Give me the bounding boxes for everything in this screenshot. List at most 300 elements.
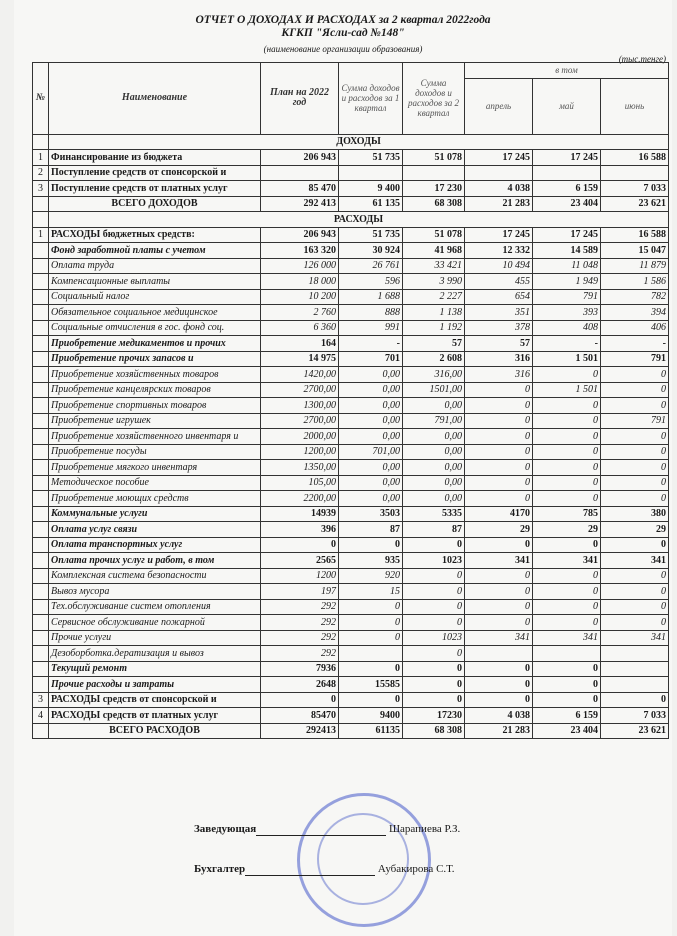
expense-row (33, 537, 669, 553)
cell-m1: 316 (465, 367, 533, 383)
row-num (33, 351, 49, 367)
cell-q1 (339, 165, 403, 181)
row-num (33, 568, 49, 584)
row-num (33, 599, 49, 615)
row-num (33, 429, 49, 445)
cell-m3: 15 047 (601, 243, 669, 259)
cell-plan: 1300,00 (261, 398, 339, 414)
cell-m2: - (533, 336, 601, 352)
cell-plan: 10 200 (261, 289, 339, 305)
cell-plan: 85 470 (261, 181, 339, 197)
row-name: Фонд заработной платы с учетом (49, 243, 261, 259)
cell-plan: 2648 (261, 677, 339, 693)
expense-row (33, 429, 669, 445)
org-caption: (наименование организации образования) (263, 44, 423, 54)
row-name: Поступление средств от спонсорской и (49, 165, 261, 181)
cell-m2: 0 (533, 599, 601, 615)
section-title: ДОХОДЫ (49, 134, 669, 150)
cell-q1: 0,00 (339, 460, 403, 476)
row-name: Тех.обслуживание систем отопления (49, 599, 261, 615)
row-num: 4 (33, 708, 49, 724)
cell-q1: 3503 (339, 506, 403, 522)
cell-m3: 16 588 (601, 227, 669, 243)
cell-q1: 0,00 (339, 475, 403, 491)
cell-m1: 0 (465, 475, 533, 491)
cell-q2: 33 421 (403, 258, 465, 274)
row-num (33, 289, 49, 305)
total-plan: 292 413 (261, 196, 339, 212)
total-label: ВСЕГО РАСХОДОВ (49, 723, 261, 739)
expense-row (33, 568, 669, 584)
cell-m3: 29 (601, 522, 669, 538)
cell-m3: 0 (601, 537, 669, 553)
row-name: Оплата труда (49, 258, 261, 274)
expense-row (33, 382, 669, 398)
cell-m2: 0 (533, 661, 601, 677)
cell-m3: 406 (601, 320, 669, 336)
cell-q2: 0 (403, 646, 465, 662)
cell-m1: 0 (465, 413, 533, 429)
income-row (33, 181, 669, 197)
row-name: РАСХОДЫ средств от спонсорской и (49, 692, 261, 708)
cell-plan: 292 (261, 646, 339, 662)
cell-m2: 341 (533, 553, 601, 569)
row-name: Методическое пособие (49, 475, 261, 491)
report-body (33, 134, 669, 739)
accountant-sign-blank (245, 863, 375, 876)
row-num (33, 615, 49, 631)
cell-plan: 164 (261, 336, 339, 352)
cell-m3: 0 (601, 568, 669, 584)
cell-m3: 0 (601, 584, 669, 600)
expense-row (33, 630, 669, 646)
col-num: № (33, 63, 49, 135)
expense-row (33, 491, 669, 507)
head-sign-blank (256, 823, 386, 836)
row-num: 1 (33, 150, 49, 166)
row-name: Социальные отчисления в гос. фонд соц. (49, 320, 261, 336)
cell-q1: 9400 (339, 708, 403, 724)
cell-m2: 0 (533, 460, 601, 476)
cell-q2: 87 (403, 522, 465, 538)
expense-row (33, 351, 669, 367)
cell-m3 (601, 165, 669, 181)
cell-m2: 6 159 (533, 181, 601, 197)
cell-m1: 29 (465, 522, 533, 538)
cell-m2 (533, 165, 601, 181)
cell-m2: 0 (533, 692, 601, 708)
cell-m1: 0 (465, 444, 533, 460)
cell-m2: 785 (533, 506, 601, 522)
cell-q1: 51 735 (339, 150, 403, 166)
cell-m1: 0 (465, 568, 533, 584)
cell-m1: 10 494 (465, 258, 533, 274)
income-section-header (33, 134, 669, 150)
cell-plan: 163 320 (261, 243, 339, 259)
cell-q2: 2 227 (403, 289, 465, 305)
org-name: КГКП "Ясли-сад №148" (281, 27, 405, 39)
row-name: РАСХОДЫ бюджетных средств: (49, 227, 261, 243)
expense-row (33, 522, 669, 538)
cell-m3 (601, 677, 669, 693)
cell-plan: 206 943 (261, 227, 339, 243)
cell-q2: 0,00 (403, 460, 465, 476)
row-name: Оплата услуг связи (49, 522, 261, 538)
expense-row (33, 289, 669, 305)
row-num (33, 460, 49, 476)
expense-row (33, 274, 669, 290)
cell-q2: 0 (403, 677, 465, 693)
cell-q2: 3 990 (403, 274, 465, 290)
row-num (33, 537, 49, 553)
cell-m3: 394 (601, 305, 669, 321)
cell-plan: 1350,00 (261, 460, 339, 476)
cell-q1 (339, 646, 403, 662)
cell-m1: 341 (465, 630, 533, 646)
row-num (33, 413, 49, 429)
cell-q1: 920 (339, 568, 403, 584)
cell-m3: 791 (601, 351, 669, 367)
cell-q2: 0 (403, 568, 465, 584)
total-q1: 61135 (339, 723, 403, 739)
cell-m2: 393 (533, 305, 601, 321)
cell-plan: 197 (261, 584, 339, 600)
cell-q1: 701 (339, 351, 403, 367)
row-num (33, 305, 49, 321)
cell-q2: 2 608 (403, 351, 465, 367)
cell-m3: 0 (601, 615, 669, 631)
cell-q2: 51 078 (403, 227, 465, 243)
expense-row (33, 444, 669, 460)
section-title: РАСХОДЫ (49, 212, 669, 228)
cell-m3: 0 (601, 475, 669, 491)
cell-plan: 85470 (261, 708, 339, 724)
expense-row (33, 646, 669, 662)
row-name: Приобретение хозяйственных товаров (49, 367, 261, 383)
cell-q1: 0 (339, 537, 403, 553)
cell-m3: 0 (601, 460, 669, 476)
cell-m3: 0 (601, 444, 669, 460)
row-name: Коммунальные услуги (49, 506, 261, 522)
row-num (33, 661, 49, 677)
expense-row (33, 367, 669, 383)
cell-m1: 0 (465, 429, 533, 445)
cell-m2: 0 (533, 537, 601, 553)
cell-plan: 2700,00 (261, 382, 339, 398)
cell-q1: 888 (339, 305, 403, 321)
cell-plan: 6 360 (261, 320, 339, 336)
cell-q1: 1 688 (339, 289, 403, 305)
expense-row (33, 258, 669, 274)
expense-row (33, 398, 669, 414)
section-spacer (33, 212, 49, 228)
cell-m3: 16 588 (601, 150, 669, 166)
section-spacer (33, 134, 49, 150)
row-num: 1 (33, 227, 49, 243)
row-num (33, 491, 49, 507)
cell-m1: 17 245 (465, 150, 533, 166)
cell-m1: 316 (465, 351, 533, 367)
cell-m3: - (601, 336, 669, 352)
cell-m3: 0 (601, 599, 669, 615)
row-num (33, 522, 49, 538)
row-name: Оплата транспортных услуг (49, 537, 261, 553)
cell-plan: 126 000 (261, 258, 339, 274)
cell-m1: 0 (465, 537, 533, 553)
cell-m3: 341 (601, 553, 669, 569)
total-spacer (33, 196, 49, 212)
expense-row (33, 305, 669, 321)
cell-q1: 596 (339, 274, 403, 290)
cell-m3: 0 (601, 398, 669, 414)
cell-m2: 6 159 (533, 708, 601, 724)
cell-q2: 5335 (403, 506, 465, 522)
cell-q2: 0,00 (403, 491, 465, 507)
report-table (32, 62, 669, 739)
cell-q1: 701,00 (339, 444, 403, 460)
total-m1: 21 283 (465, 723, 533, 739)
row-num (33, 444, 49, 460)
cell-m3 (601, 646, 669, 662)
cell-m2: 11 048 (533, 258, 601, 274)
cell-plan: 206 943 (261, 150, 339, 166)
cell-m2: 0 (533, 584, 601, 600)
total-m2: 23 404 (533, 723, 601, 739)
cell-m3: 0 (601, 382, 669, 398)
col-june: июнь (601, 78, 669, 134)
cell-plan: 1420,00 (261, 367, 339, 383)
cell-q2: 0 (403, 537, 465, 553)
expense-row (33, 243, 669, 259)
row-name: Текущий ремонт (49, 661, 261, 677)
cell-m2: 0 (533, 568, 601, 584)
cell-q2 (403, 165, 465, 181)
row-num (33, 243, 49, 259)
cell-plan: 0 (261, 692, 339, 708)
income-row (33, 165, 669, 181)
row-name: Финансирование из бюджета (49, 150, 261, 166)
row-name: Компенсационные выплаты (49, 274, 261, 290)
row-name: Поступление средств от платных услуг (49, 181, 261, 197)
row-name: Приобретение хозяйственного инвентаря и (49, 429, 261, 445)
cell-m1: 0 (465, 599, 533, 615)
report-header (14, 14, 672, 40)
cell-m2: 14 589 (533, 243, 601, 259)
cell-m2: 341 (533, 630, 601, 646)
cell-m1: 4 038 (465, 708, 533, 724)
cell-m1: 4170 (465, 506, 533, 522)
expense-row (33, 460, 669, 476)
cell-plan: 2200,00 (261, 491, 339, 507)
cell-m1: 341 (465, 553, 533, 569)
report-sheet (14, 0, 672, 936)
cell-m1: 654 (465, 289, 533, 305)
col-may: май (533, 78, 601, 134)
cell-m3: 791 (601, 413, 669, 429)
cell-q2: 791,00 (403, 413, 465, 429)
cell-q1: 0 (339, 661, 403, 677)
expense-row (33, 692, 669, 708)
row-name: Приобретение спортивных товаров (49, 398, 261, 414)
row-num (33, 584, 49, 600)
cell-m1 (465, 165, 533, 181)
total-m3: 23 621 (601, 196, 669, 212)
total-q2: 68 308 (403, 196, 465, 212)
cell-m1 (465, 646, 533, 662)
row-num (33, 506, 49, 522)
cell-plan: 18 000 (261, 274, 339, 290)
col-q2: Сумма доходов и расходов за 2 квартал (403, 63, 465, 135)
row-name: Приобретение медикаментов и прочих (49, 336, 261, 352)
cell-q2: 1 138 (403, 305, 465, 321)
cell-plan: 14939 (261, 506, 339, 522)
total-m1: 21 283 (465, 196, 533, 212)
cell-m2: 29 (533, 522, 601, 538)
row-name: Вывоз мусора (49, 584, 261, 600)
cell-m3: 380 (601, 506, 669, 522)
col-plan: План на 2022 год (261, 63, 339, 135)
col-q1: Сумма доходов и расходов за 1 квартал (339, 63, 403, 135)
total-m2: 23 404 (533, 196, 601, 212)
cell-q2: 0,00 (403, 444, 465, 460)
row-num (33, 258, 49, 274)
row-num (33, 320, 49, 336)
cell-q1: 0,00 (339, 367, 403, 383)
cell-q1: - (339, 336, 403, 352)
cell-m2: 0 (533, 367, 601, 383)
total-q1: 61 135 (339, 196, 403, 212)
cell-m3: 11 879 (601, 258, 669, 274)
cell-m2: 17 245 (533, 227, 601, 243)
cell-q2: 1023 (403, 630, 465, 646)
cell-q1: 9 400 (339, 181, 403, 197)
row-name: Дезоборботка.дератизация и вывоз (49, 646, 261, 662)
cell-m1: 57 (465, 336, 533, 352)
row-name: Приобретение прочих запасов и (49, 351, 261, 367)
cell-m3 (601, 661, 669, 677)
row-name: РАСХОДЫ средств от платных услуг (49, 708, 261, 724)
cell-plan: 1200 (261, 568, 339, 584)
cell-m2: 0 (533, 475, 601, 491)
cell-m2: 1 501 (533, 382, 601, 398)
expense-section-header (33, 212, 669, 228)
cell-q1: 51 735 (339, 227, 403, 243)
cell-q1: 935 (339, 553, 403, 569)
expense-row (33, 336, 669, 352)
cell-m1: 0 (465, 661, 533, 677)
cell-m2: 0 (533, 491, 601, 507)
total-q2: 68 308 (403, 723, 465, 739)
cell-m2: 1 949 (533, 274, 601, 290)
cell-m1: 0 (465, 460, 533, 476)
cell-q2: 1501,00 (403, 382, 465, 398)
expense-row (33, 553, 669, 569)
row-num (33, 646, 49, 662)
report-title: ОТЧЕТ О ДОХОДАХ И РАСХОДАХ за 2 квартал 2022года (195, 14, 491, 26)
expense-row (33, 475, 669, 491)
cell-plan: 292 (261, 599, 339, 615)
col-group: в том (465, 63, 669, 79)
total-label: ВСЕГО ДОХОДОВ (49, 196, 261, 212)
cell-plan: 292 (261, 630, 339, 646)
total-plan: 292413 (261, 723, 339, 739)
cell-q2: 1 192 (403, 320, 465, 336)
cell-m1: 0 (465, 398, 533, 414)
cell-m1: 0 (465, 677, 533, 693)
expense-total-row (33, 723, 669, 739)
cell-m3: 782 (601, 289, 669, 305)
row-num (33, 336, 49, 352)
cell-m3: 0 (601, 692, 669, 708)
cell-q2: 0 (403, 692, 465, 708)
cell-m1: 17 245 (465, 227, 533, 243)
expense-row (33, 599, 669, 615)
accountant-name: Аубакирова С.Т. (377, 863, 455, 875)
cell-q2: 51 078 (403, 150, 465, 166)
expense-row (33, 677, 669, 693)
cell-m1: 455 (465, 274, 533, 290)
cell-m2: 0 (533, 677, 601, 693)
row-num: 3 (33, 181, 49, 197)
income-row (33, 150, 669, 166)
cell-m1: 378 (465, 320, 533, 336)
cell-q1: 0,00 (339, 398, 403, 414)
income-total-row (33, 196, 669, 212)
cell-plan: 2 760 (261, 305, 339, 321)
row-name: Приобретение канцелярских товаров (49, 382, 261, 398)
row-num (33, 367, 49, 383)
row-num: 3 (33, 692, 49, 708)
cell-m1: 0 (465, 491, 533, 507)
row-name: Обязательное социальное медицинское (49, 305, 261, 321)
cell-q2: 57 (403, 336, 465, 352)
cell-q1: 0 (339, 630, 403, 646)
cell-q1: 0,00 (339, 382, 403, 398)
cell-q2: 316,00 (403, 367, 465, 383)
row-name: Прочие услуги (49, 630, 261, 646)
cell-m2: 0 (533, 429, 601, 445)
cell-plan: 2565 (261, 553, 339, 569)
cell-m2 (533, 646, 601, 662)
row-name: Оплата прочих услуг и работ, в том (49, 553, 261, 569)
row-name: Прочие расходы и затраты (49, 677, 261, 693)
cell-q2: 17 230 (403, 181, 465, 197)
row-num: 2 (33, 165, 49, 181)
cell-plan: 2000,00 (261, 429, 339, 445)
cell-m3: 1 586 (601, 274, 669, 290)
accountant-label: Бухгалтер (194, 863, 246, 875)
cell-plan: 14 975 (261, 351, 339, 367)
expense-row (33, 227, 669, 243)
cell-q1: 0,00 (339, 429, 403, 445)
cell-plan: 0 (261, 537, 339, 553)
cell-m2: 0 (533, 398, 601, 414)
cell-q2: 0 (403, 599, 465, 615)
cell-m3: 7 033 (601, 708, 669, 724)
row-name: Сервисное обслуживание пожарной (49, 615, 261, 631)
expense-row (33, 320, 669, 336)
cell-m2: 0 (533, 615, 601, 631)
cell-plan: 292 (261, 615, 339, 631)
cell-m2: 17 245 (533, 150, 601, 166)
cell-q1: 0 (339, 615, 403, 631)
cell-q2: 0,00 (403, 475, 465, 491)
row-name: Приобретение мягкого инвентаря (49, 460, 261, 476)
row-num (33, 382, 49, 398)
cell-m1: 12 332 (465, 243, 533, 259)
expense-row (33, 615, 669, 631)
row-num (33, 677, 49, 693)
